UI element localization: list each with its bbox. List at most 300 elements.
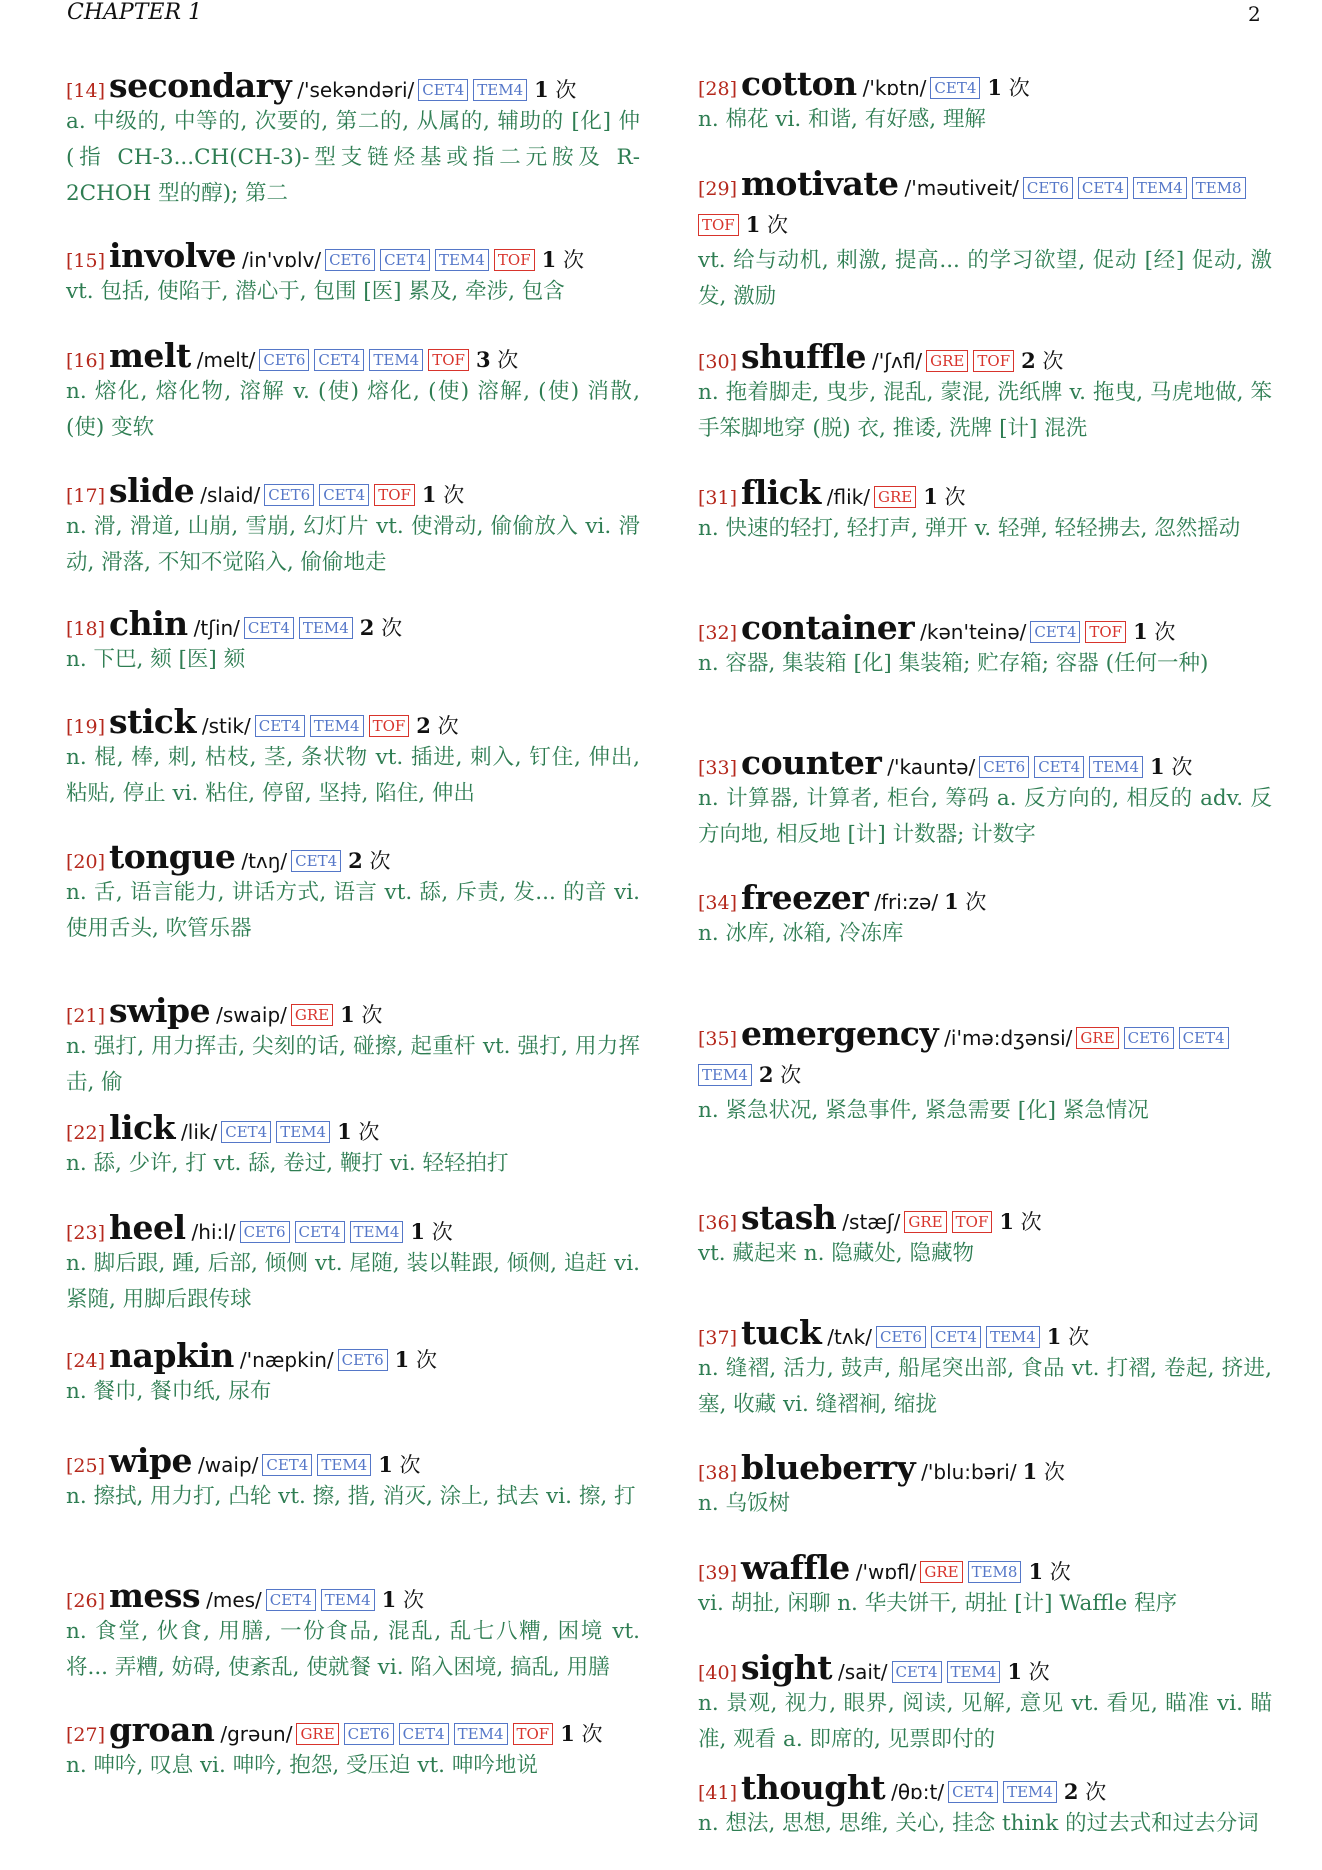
dictionary-entry: [66, 1338, 640, 1410]
chapter-title: CHAPTER 1: [67, 0, 202, 25]
entry-header: [698, 1650, 1272, 1686]
occurrence-count: [542, 242, 584, 278]
entry-header: [698, 1450, 1272, 1486]
count-number: 2: [1021, 348, 1036, 373]
headword: flick: [741, 473, 821, 512]
definition: a. 中级的, 中等的, 次要的, 第二的, 从属的, 辅助的 [化] 仲 (指 CH-3...CH(CH-3)-型支链烃基或指二元胺及 R-2CHOH 型的醇); 第二: [66, 109, 640, 206]
count-suffix: 次: [1049, 1560, 1071, 1584]
entry-index: [18]: [66, 618, 106, 640]
entry-index: [16]: [66, 350, 106, 372]
entry-header: [66, 1578, 640, 1614]
dictionary-entry: [66, 473, 640, 581]
dictionary-entry: [698, 745, 1272, 853]
dictionary-entry: [66, 238, 640, 310]
exam-tag: TOF: [973, 350, 1014, 372]
entry-header: [698, 475, 1272, 511]
exam-tag: CET4: [221, 1121, 271, 1143]
count-number: 1: [944, 889, 959, 914]
exam-tag: TEM4: [473, 79, 527, 101]
entry-header: [698, 339, 1272, 375]
exam-tag: TEM4: [350, 1221, 404, 1243]
phonetic: /i'mə:dʒənsi/: [944, 1026, 1073, 1050]
count-suffix: 次: [358, 1120, 380, 1144]
exam-tag: CET4: [1078, 177, 1128, 199]
headword: motivate: [741, 164, 899, 203]
count-number: 2: [1063, 1779, 1079, 1804]
occurrence-count: [560, 1716, 602, 1752]
entry-index: [28]: [698, 78, 738, 100]
count-suffix: 次: [780, 1063, 802, 1087]
phonetic: /tʌk/: [827, 1325, 872, 1349]
entry-header: [66, 338, 640, 374]
entry-index: [27]: [66, 1724, 106, 1746]
occurrence-count: [944, 884, 986, 920]
exam-tag: CET4: [930, 77, 980, 99]
occurrence-count: [378, 1447, 420, 1483]
definition: vt. 藏起来 n. 隐藏处, 隐藏物: [698, 1241, 974, 1266]
count-number: 1: [1028, 1559, 1044, 1584]
exam-tag: CET4: [418, 79, 468, 101]
occurrence-count: [422, 477, 464, 513]
entry-index: [37]: [698, 1327, 738, 1349]
occurrence-count: [987, 70, 1029, 106]
occurrence-count: [348, 843, 390, 879]
exam-tag: CET4: [295, 1221, 345, 1243]
exam-tag: TOF: [952, 1211, 993, 1233]
count-suffix: 次: [1154, 620, 1176, 644]
count-number: 1: [381, 1587, 397, 1612]
headword: freezer: [741, 878, 869, 917]
entry-header: [66, 993, 640, 1029]
definition: n. 棍, 棒, 刺, 枯枝, 茎, 条状物 vt. 插进, 刺入, 钉住, 伸出, 粘贴, 停止 vi. 粘住, 停留, 坚持, 陷住, 伸出: [66, 745, 640, 806]
count-number: 1: [421, 482, 437, 507]
entry-header: [698, 66, 1272, 102]
dictionary-entry: [698, 610, 1272, 682]
count-number: 1: [987, 75, 1002, 100]
phonetic: /'kɒtn/: [862, 76, 927, 100]
definition: n. 擦拭, 用力打, 凸轮 vt. 擦, 揩, 消灭, 涂上, 拭去 vi. 擦, 打: [66, 1484, 636, 1509]
occurrence-count: [340, 997, 382, 1033]
definition: n. 容器, 集装箱 [化] 集装箱; 贮存箱; 容器 (任何一种): [698, 651, 1209, 676]
count-number: 3: [475, 347, 491, 372]
headword: swipe: [109, 991, 211, 1030]
exam-tag: CET4: [319, 484, 369, 506]
exam-tag: CET4: [948, 1781, 998, 1803]
exam-tag: CET4: [380, 249, 430, 271]
headword: secondary: [109, 66, 292, 105]
headword: chin: [109, 604, 188, 643]
exam-tag: CET6: [344, 1723, 394, 1745]
occurrence-count: [999, 1204, 1041, 1240]
occurrence-count: [337, 1114, 379, 1150]
exam-tag: TEM4: [947, 1661, 1001, 1683]
entry-header: [66, 68, 640, 104]
occurrence-count: [382, 1582, 424, 1618]
definition: n. 舌, 语言能力, 讲话方式, 语言 vt. 舔, 斥责, 发... 的音 vi. 使用舌头, 吹管乐器: [66, 880, 640, 941]
count-suffix: 次: [1028, 1660, 1050, 1684]
dictionary-entry: [66, 1712, 640, 1784]
phonetic: /melt/: [196, 348, 256, 372]
count-number: 1: [410, 1219, 426, 1244]
exam-tag: TOF: [698, 214, 739, 236]
definition: vt. 给与动机, 刺激, 提高... 的学习欲望, 促动 [经] 促动, 激发, 激励: [698, 248, 1272, 309]
exam-tag: CET6: [1023, 177, 1073, 199]
headword: groan: [109, 1710, 215, 1749]
exam-tag: GRE: [904, 1211, 946, 1233]
dictionary-entry: [698, 339, 1272, 447]
dictionary-entry: [66, 606, 640, 678]
phonetic: /'wɒfl/: [855, 1560, 917, 1584]
exam-tag: CET4: [262, 1454, 312, 1476]
phonetic: /flik/: [826, 485, 870, 509]
phonetic: /waip/: [198, 1453, 259, 1477]
entry-index: [36]: [698, 1212, 738, 1234]
entry-header: [66, 1110, 640, 1146]
occurrence-count: [1028, 1554, 1070, 1590]
definition: n. 拖着脚走, 曳步, 混乱, 蒙混, 洗纸牌 v. 拖曳, 马虎地做, 笨手笨脚地穿 (脱) 衣, 推诿, 洗牌 [计] 混洗: [698, 380, 1272, 441]
definition: n. 脚后跟, 踵, 后部, 倾侧 vt. 尾随, 装以鞋跟, 倾侧, 追赶 vi. 紧随, 用脚后跟传球: [66, 1251, 640, 1312]
count-number: 1: [923, 484, 938, 509]
definition: n. 想法, 思想, 思维, 关心, 挂念 think 的过去式和过去分词: [698, 1811, 1259, 1836]
count-suffix: 次: [399, 1453, 421, 1477]
count-number: 1: [560, 1721, 575, 1746]
count-suffix: 次: [965, 890, 987, 914]
phonetic: /slaid/: [200, 483, 261, 507]
phonetic: /grəun/: [220, 1722, 293, 1746]
phonetic: /tʌŋ/: [241, 849, 288, 873]
count-number: 1: [745, 212, 761, 237]
count-suffix: 次: [361, 1003, 383, 1027]
definition: n. 下巴, 颏 [医] 颏: [66, 647, 246, 672]
entry-index: [24]: [66, 1350, 106, 1372]
headword: blueberry: [741, 1448, 916, 1487]
count-suffix: 次: [437, 714, 459, 738]
occurrence-count: [1047, 1319, 1089, 1355]
dictionary-entry: [698, 880, 1272, 952]
entry-header: [66, 238, 640, 274]
occurrence-count: [1023, 1454, 1065, 1490]
occurrence-count: [1064, 1774, 1106, 1810]
definition: n. 餐巾, 餐巾纸, 尿布: [66, 1379, 272, 1404]
entry-header: [698, 1770, 1272, 1806]
exam-tag: TEM4: [698, 1064, 752, 1086]
exam-tag: TEM4: [369, 349, 423, 371]
exam-tag: CET4: [892, 1661, 942, 1683]
dictionary-entry: [66, 704, 640, 812]
exam-tag: CET4: [399, 1723, 449, 1745]
headword: wipe: [109, 1441, 193, 1480]
headword: stash: [741, 1198, 837, 1237]
phonetic: /'ʃʌfl/: [872, 349, 923, 373]
headword: involve: [109, 236, 236, 275]
exam-tag: TEM4: [276, 1121, 330, 1143]
exam-tag: GRE: [291, 1004, 333, 1026]
count-suffix: 次: [443, 483, 465, 507]
dictionary-entry: [66, 338, 640, 446]
exam-tag: CET4: [255, 715, 305, 737]
headword: melt: [109, 336, 191, 375]
count-number: 1: [999, 1209, 1014, 1234]
exam-tag: CET6: [876, 1326, 926, 1348]
count-suffix: 次: [1068, 1325, 1090, 1349]
entry-header: [66, 1338, 640, 1374]
count-suffix: 次: [402, 1588, 424, 1612]
definition: n. 缝褶, 活力, 鼓声, 船尾突出部, 食品 vt. 打褶, 卷起, 挤进, 塞, 收藏 vi. 缝褶裥, 缩拢: [698, 1356, 1272, 1417]
exam-tag: TEM4: [1003, 1781, 1057, 1803]
count-suffix: 次: [555, 78, 577, 102]
count-suffix: 次: [1020, 1210, 1042, 1234]
exam-tag: TEM8: [968, 1561, 1022, 1583]
count-suffix: 次: [431, 1220, 453, 1244]
headword: stick: [109, 702, 196, 741]
phonetic: /'kauntə/: [887, 755, 976, 779]
definition: n. 计算器, 计算者, 柜台, 筹码 a. 反方向的, 相反的 adv. 反方向地, 相反地 [计] 计数器; 计数字: [698, 786, 1272, 847]
entry-index: [32]: [698, 622, 738, 644]
entry-index: [19]: [66, 716, 106, 738]
dictionary-entry: [698, 475, 1272, 547]
exam-tag: CET6: [325, 249, 375, 271]
definition: n. 乌饭树: [698, 1491, 791, 1516]
exam-tag: TOF: [428, 349, 469, 371]
exam-tag: CET6: [979, 756, 1029, 778]
count-suffix: 次: [1171, 755, 1193, 779]
headword: tongue: [109, 837, 236, 876]
entry-index: [23]: [66, 1222, 106, 1244]
occurrence-count: [360, 610, 402, 646]
entry-index: [40]: [698, 1662, 738, 1684]
entry-header: [66, 1443, 640, 1479]
exam-tag: GRE: [874, 486, 916, 508]
headword: counter: [741, 743, 882, 782]
entry-index: [26]: [66, 1590, 106, 1612]
exam-tag: CET6: [1124, 1027, 1174, 1049]
count-suffix: 次: [497, 348, 519, 372]
exam-tag: CET4: [291, 850, 341, 872]
dictionary-entry: [698, 1450, 1272, 1522]
exam-tag: TEM4: [435, 249, 489, 271]
count-number: 1: [534, 77, 549, 102]
phonetic: /'blu:bəri/: [921, 1460, 1017, 1484]
headword: cotton: [741, 64, 857, 103]
exam-tag: TOF: [494, 249, 535, 271]
definition: vt. 包括, 使陷于, 潜心于, 包围 [医] 累及, 牵涉, 包含: [66, 279, 565, 304]
phonetic: /'sekəndəri/: [297, 78, 415, 102]
count-number: 1: [541, 247, 557, 272]
count-suffix: 次: [1042, 349, 1064, 373]
dictionary-entry: [66, 839, 640, 947]
exam-tag: TEM4: [1133, 177, 1187, 199]
count-number: 1: [1133, 619, 1148, 644]
count-number: 1: [1046, 1324, 1062, 1349]
exam-tag: TEM4: [454, 1723, 508, 1745]
entry-index: [34]: [698, 892, 738, 914]
entry-header: [66, 1210, 640, 1246]
definition: n. 快速的轻打, 轻打声, 弹开 v. 轻弹, 轻轻拂去, 忽然摇动: [698, 516, 1241, 541]
occurrence-count: [476, 342, 518, 378]
count-suffix: 次: [944, 485, 966, 509]
entry-index: [35]: [698, 1028, 738, 1050]
exam-tag: CET6: [240, 1221, 290, 1243]
entry-index: [17]: [66, 485, 106, 507]
phonetic: /tʃin/: [193, 616, 240, 640]
definition: n. 景观, 视力, 眼界, 阅读, 见解, 意见 vt. 看见, 瞄准 vi. 瞄准, 观看 a. 即席的, 见票即付的: [698, 1691, 1272, 1752]
count-suffix: 次: [562, 248, 584, 272]
phonetic: /in'vɒlv/: [241, 248, 322, 272]
phonetic: /hi:l/: [191, 1220, 236, 1244]
definition: n. 呻吟, 叹息 vi. 呻吟, 抱怨, 受压迫 vt. 呻吟地说: [66, 1753, 538, 1778]
phonetic: /stæʃ/: [842, 1210, 901, 1234]
exam-tag: TEM4: [299, 617, 353, 639]
count-number: 2: [758, 1062, 774, 1087]
headword: shuffle: [741, 337, 867, 376]
occurrence-count: [923, 479, 965, 515]
entry-header: [66, 704, 640, 740]
exam-tag: TEM4: [1089, 756, 1143, 778]
phonetic: /'næpkin/: [239, 1348, 334, 1372]
phonetic: /mes/: [206, 1588, 262, 1612]
count-number: 2: [359, 615, 375, 640]
dictionary-entry: [66, 1443, 640, 1515]
occurrence-count: [410, 1214, 452, 1250]
phonetic: /sait/: [837, 1660, 888, 1684]
exam-tag: CET4: [244, 617, 294, 639]
phonetic: /swaip/: [216, 1003, 287, 1027]
headword: emergency: [741, 1014, 939, 1053]
count-suffix: 次: [1085, 1780, 1107, 1804]
phonetic: /lik/: [181, 1120, 218, 1144]
exam-tag: TEM4: [321, 1589, 375, 1611]
exam-tag: CET4: [314, 349, 364, 371]
headword: sight: [741, 1648, 832, 1687]
headword: lick: [109, 1108, 176, 1147]
exam-tag: GRE: [920, 1561, 962, 1583]
definition: n. 食堂, 伙食, 用膳, 一份食品, 混乱, 乱七八糟, 困境 vt. 将... 弄糟, 妨碍, 使紊乱, 使就餐 vi. 陷入困境, 搞乱, 用膳: [66, 1619, 640, 1680]
definition: n. 强打, 用力挥击, 尖刻的话, 碰擦, 起重杆 vt. 强打, 用力挥击, 偷: [66, 1034, 640, 1095]
dictionary-entry: [698, 1200, 1272, 1272]
count-number: 2: [348, 848, 363, 873]
occurrence-count: [1021, 343, 1063, 379]
count-suffix: 次: [581, 1722, 603, 1746]
definition: n. 冰库, 冰箱, 冷冻库: [698, 921, 904, 946]
entry-index: [15]: [66, 250, 106, 272]
entry-index: [29]: [698, 178, 738, 200]
count-suffix: 次: [415, 1348, 437, 1372]
dictionary-entry: [698, 1770, 1272, 1842]
count-suffix: 次: [381, 616, 403, 640]
phonetic: /stik/: [201, 714, 251, 738]
entry-header: [698, 1200, 1272, 1236]
entry-index: [31]: [698, 487, 738, 509]
entry-index: [33]: [698, 757, 738, 779]
entry-header: [698, 166, 1272, 243]
occurrence-count: [746, 207, 788, 243]
count-number: 1: [1150, 754, 1165, 779]
phonetic: /fri:zə/: [874, 890, 939, 914]
entry-index: [21]: [66, 1005, 106, 1027]
exam-tag: TEM8: [1192, 177, 1246, 199]
definition: n. 熔化, 熔化物, 溶解 v. (使) 熔化, (使) 溶解, (使) 消散, (使) 变软: [66, 379, 640, 440]
dictionary-entry: [698, 1550, 1272, 1622]
dictionary-entry: [66, 993, 640, 1101]
entry-header: [66, 473, 640, 509]
exam-tag: TOF: [369, 715, 410, 737]
count-number: 1: [394, 1347, 410, 1372]
exam-tag: TOF: [374, 484, 415, 506]
exam-tag: GRE: [296, 1723, 338, 1745]
headword: heel: [109, 1208, 186, 1247]
occurrence-count: [395, 1342, 437, 1378]
entry-index: [30]: [698, 351, 738, 373]
occurrence-count: [1007, 1654, 1049, 1690]
entry-index: [14]: [66, 80, 106, 102]
exam-tag: TOF: [513, 1723, 554, 1745]
entry-index: [38]: [698, 1462, 738, 1484]
entry-index: [41]: [698, 1782, 738, 1804]
dictionary-entry: [66, 68, 640, 212]
headword: slide: [109, 471, 195, 510]
entry-header: [698, 1550, 1272, 1586]
entry-index: [22]: [66, 1122, 106, 1144]
count-number: 1: [340, 1002, 355, 1027]
dictionary-entry: [66, 1578, 640, 1686]
entry-header: [66, 839, 640, 875]
definition: n. 滑, 滑道, 山崩, 雪崩, 幻灯片 vt. 使滑动, 偷偷放入 vi. 滑动, 滑落, 不知不觉陷入, 偷偷地走: [66, 514, 640, 575]
page-number: 2: [1248, 2, 1261, 26]
dictionary-entry: [698, 1315, 1272, 1423]
count-number: 1: [1022, 1459, 1038, 1484]
occurrence-count: [1133, 614, 1175, 650]
headword: napkin: [109, 1336, 234, 1375]
dictionary-entry: [698, 1650, 1272, 1758]
definition: n. 棉花 vi. 和谐, 有好感, 理解: [698, 107, 986, 132]
exam-tag: CET4: [1034, 756, 1084, 778]
definition: vi. 胡扯, 闲聊 n. 华夫饼干, 胡扯 [计] Waffle 程序: [698, 1591, 1178, 1616]
dictionary-entry: [698, 66, 1272, 138]
headword: thought: [741, 1768, 886, 1807]
phonetic: /kən'teinə/: [920, 620, 1027, 644]
count-number: 2: [416, 713, 431, 738]
dictionary-entry: [698, 1016, 1272, 1129]
count-suffix: 次: [1008, 76, 1030, 100]
exam-tag: CET6: [259, 349, 309, 371]
exam-tag: TOF: [1085, 621, 1126, 643]
headword: mess: [109, 1576, 201, 1615]
entry-header: [698, 745, 1272, 781]
entry-header: [698, 880, 1272, 916]
exam-tag: CET6: [264, 484, 314, 506]
occurrence-count: [534, 72, 576, 108]
entry-header: [698, 610, 1272, 646]
definition: n. 紧急状况, 紧急事件, 紧急需要 [化] 紧急情况: [698, 1098, 1149, 1123]
entry-header: [66, 606, 640, 642]
count-number: 1: [1007, 1659, 1022, 1684]
exam-tag: CET4: [1030, 621, 1080, 643]
dictionary-entry: [698, 166, 1272, 315]
count-number: 1: [378, 1452, 393, 1477]
entry-header: [66, 1712, 640, 1748]
entry-header: [698, 1315, 1272, 1351]
count-suffix: 次: [1043, 1460, 1065, 1484]
phonetic: /θɒ:t/: [891, 1780, 945, 1804]
entry-header: [698, 1016, 1272, 1093]
exam-tag: CET4: [266, 1589, 316, 1611]
occurrence-count: [416, 708, 458, 744]
exam-tag: CET4: [1179, 1027, 1229, 1049]
entry-index: [25]: [66, 1455, 106, 1477]
count-suffix: 次: [369, 849, 391, 873]
headword: waffle: [741, 1548, 850, 1587]
entry-index: [39]: [698, 1562, 738, 1584]
